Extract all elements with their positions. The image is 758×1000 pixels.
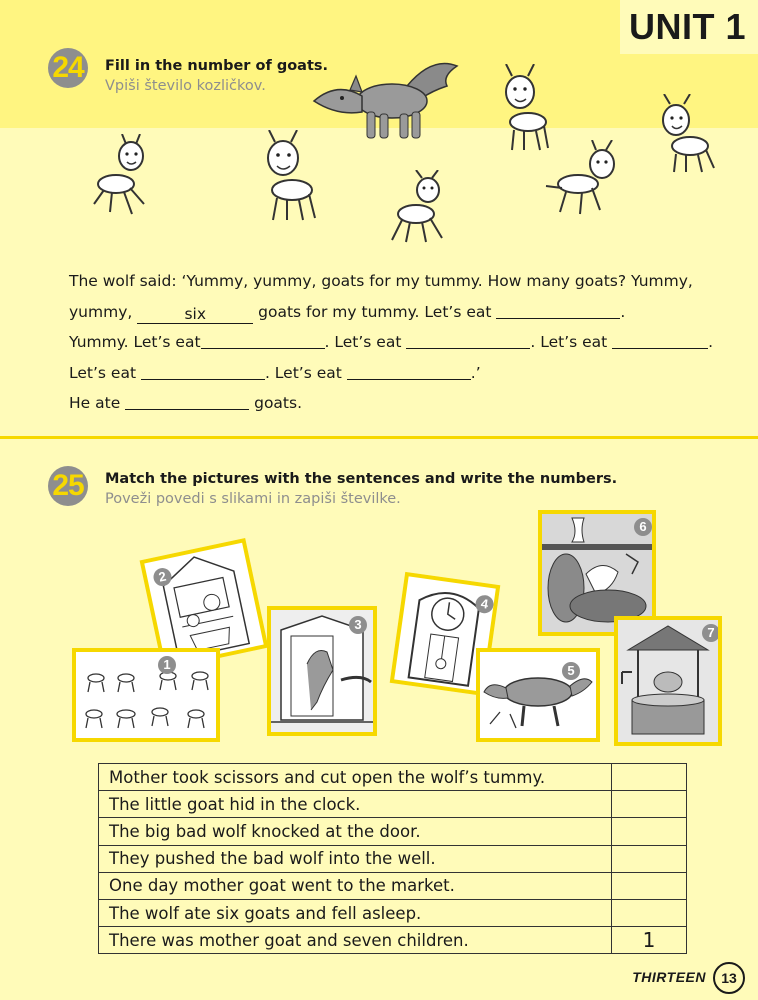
answer-cell[interactable] <box>612 845 687 872</box>
picture-number-1: 1 <box>158 656 176 674</box>
answer-blank-8[interactable] <box>125 392 249 410</box>
goat-illustration-5 <box>542 140 622 220</box>
picture-1-goat-family <box>72 648 220 742</box>
wolf-story-text <box>69 266 749 419</box>
answer-blank-6[interactable] <box>141 362 265 380</box>
story-text: . Let’s eat <box>264 363 347 382</box>
story-line-3 <box>69 327 749 358</box>
table-row <box>99 927 687 954</box>
story-line-5 <box>69 388 749 419</box>
story-text: goats. <box>249 394 302 412</box>
picture-3-wolf-at-door <box>267 606 377 736</box>
picture-number-2: 2 <box>152 566 173 587</box>
story-text: yummy, <box>69 302 138 321</box>
answer-cell[interactable] <box>612 818 687 845</box>
picture-number-5: 5 <box>562 662 580 680</box>
story-line-1-text: The wolf said: ‘Yummy, yummy, goats for my tummy. How many goats? Yummy, <box>69 272 693 290</box>
table-row <box>99 764 687 791</box>
sentence-cell: Mother took scissors and cut open the wolf’s tummy. <box>99 764 612 791</box>
story-text: . <box>708 333 714 351</box>
picture-number-6: 6 <box>634 518 652 536</box>
story-text: Yummy. Let’s eat <box>69 333 201 351</box>
answer-blank-5[interactable] <box>612 331 708 349</box>
unit-title: UNIT 1 <box>628 6 746 47</box>
answer-cell[interactable] <box>612 899 687 926</box>
story-text: . <box>620 302 626 321</box>
answer-blank-7[interactable] <box>347 362 471 380</box>
picture-5-wolf-asleep <box>476 648 600 742</box>
sentence-cell: The little goat hid in the clock. <box>99 791 612 818</box>
story-line-2 <box>69 297 749 328</box>
page-number: 13 <box>713 962 745 994</box>
matching-table <box>98 763 687 954</box>
section-divider <box>0 436 758 439</box>
sentence-cell: They pushed the bad wolf into the well. <box>99 845 612 872</box>
table-row <box>99 845 687 872</box>
story-text: He ate <box>69 394 126 412</box>
answer-cell[interactable] <box>612 764 687 791</box>
answer-blank-2[interactable] <box>496 301 620 319</box>
table-row <box>99 872 687 899</box>
goat-illustration-3 <box>386 170 456 245</box>
exercise-25-subtitle: Poveži povedi s slikami in zapiši številke. <box>105 491 401 507</box>
answer-blank-1[interactable]: six <box>137 306 253 324</box>
table-row <box>99 899 687 926</box>
exercise-24-title: Fill in the number of goats. <box>105 58 329 74</box>
exercise-25-number: 25 <box>48 466 88 506</box>
answer-blank-4[interactable] <box>406 331 530 349</box>
sentence-cell: The big bad wolf knocked at the door. <box>99 818 612 845</box>
story-text: goats for my tummy. Let’s eat <box>253 302 497 321</box>
answer-cell[interactable] <box>612 872 687 899</box>
exercise-25-title: Match the pictures with the sentences and write the numbers. <box>105 471 618 487</box>
table-row <box>99 818 687 845</box>
sentence-cell: One day mother goat went to the market. <box>99 872 612 899</box>
table-row <box>99 791 687 818</box>
answer-blank-3[interactable] <box>201 331 325 349</box>
page-number-word: THIRTEEN <box>632 969 706 985</box>
picture-number-4: 4 <box>474 594 494 614</box>
story-text: . Let’s eat <box>530 333 613 351</box>
story-line-1 <box>69 266 749 297</box>
goat-illustration-1 <box>86 134 156 224</box>
story-line-4 <box>69 358 749 389</box>
answer-cell[interactable]: 1 <box>612 927 687 954</box>
story-text: . Let’s eat <box>324 333 407 351</box>
sentence-cell: There was mother goat and seven children. <box>99 927 612 954</box>
picture-number-3: 3 <box>349 616 367 634</box>
story-text: .’ <box>470 363 481 382</box>
goat-illustration-2 <box>247 130 327 225</box>
sentence-cell: The wolf ate six goats and fell asleep. <box>99 899 612 926</box>
wolf-illustration <box>312 46 462 146</box>
picture-number-7: 7 <box>702 624 720 642</box>
story-text: Let’s eat <box>69 363 141 382</box>
exercise-24-number: 24 <box>48 48 88 88</box>
answer-cell[interactable] <box>612 791 687 818</box>
goat-illustration-6 <box>648 94 723 174</box>
picture-7-well <box>614 616 722 746</box>
exercise-24-subtitle: Vpiši število kozličkov. <box>105 78 266 94</box>
unit-header-box <box>620 0 758 54</box>
